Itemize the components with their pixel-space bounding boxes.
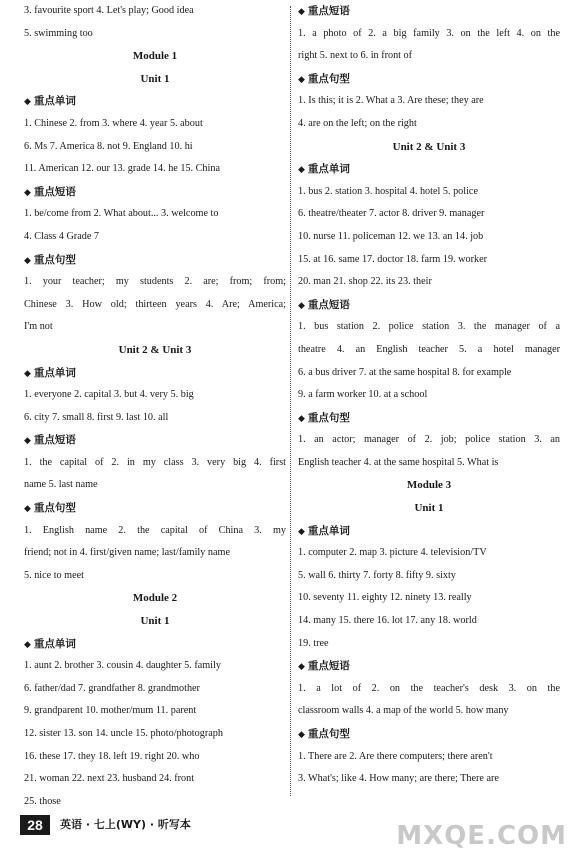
answer-line: 1. Is this; it is 2. What a 3. Are these; they are	[298, 95, 484, 107]
diamond-bullet-icon: ◆	[298, 299, 305, 310]
heading-label: 重点句型	[307, 72, 350, 85]
section-heading	[24, 362, 286, 385]
heading-label: 重点单词	[33, 366, 76, 379]
heading-label: 重点单词	[33, 637, 76, 650]
answer-line: 10. nurse 11. policeman 12. we 13. an 14. job	[298, 230, 484, 242]
heading-label: 重点句型	[33, 253, 76, 266]
diamond-bullet-icon: ◆	[24, 254, 31, 265]
section-heading	[298, 0, 560, 23]
answer-line: 1. everyone 2. capital 3. but 4. very 5. big	[24, 389, 194, 401]
answer-line: 25. those	[24, 795, 61, 807]
answer-line: 19. tree	[298, 637, 329, 649]
answer-line: I'm not	[24, 321, 53, 333]
section-heading	[24, 633, 286, 656]
diamond-bullet-icon: ◆	[24, 367, 31, 378]
left-column	[24, 0, 286, 813]
heading-label: 重点句型	[307, 411, 350, 424]
answer-line: 6. city 7. small 8. first 9. last 10. all	[24, 411, 169, 423]
diamond-bullet-icon: ◆	[24, 435, 31, 446]
answer-line: 12. sister 13. son 14. uncle 15. photo/photograph	[24, 728, 223, 739]
answer-line: Chinese 3. How old; thirteen years 4. Are; America;	[24, 298, 286, 310]
answer-line: 11. American 12. our 13. grade 14. he 15. China	[24, 163, 220, 175]
answer-line: 1. bus 2. station 3. hospital 4. hotel 5. police	[298, 185, 478, 197]
page-footer	[0, 803, 575, 851]
answer-line: 4. Class 4 Grade 7	[24, 230, 99, 242]
answer-line: 10. seventy 11. eighty 12. ninety 13. really	[298, 592, 472, 604]
section-heading	[298, 655, 560, 678]
heading-label: 重点短语	[33, 185, 76, 198]
section-heading	[24, 90, 286, 113]
diamond-bullet-icon: ◆	[298, 729, 305, 739]
answer-line: 14. many 15. there 16. lot 17. any 18. world	[298, 615, 477, 627]
heading-label: 重点句型	[307, 728, 350, 740]
section-title: Unit 1	[414, 502, 444, 515]
section-title: Unit 1	[140, 72, 170, 85]
diamond-bullet-icon: ◆	[298, 73, 305, 84]
answer-line: 21. woman 22. next 23. husband 24. front	[24, 773, 195, 785]
section-title: Module 1	[132, 50, 178, 63]
answer-line: 1. aunt 2. brother 3. cousin 4. daughter 5. family	[24, 660, 221, 672]
diamond-bullet-icon: ◆	[298, 6, 305, 16]
section-heading	[24, 249, 286, 272]
answer-line: 6. Ms 7. America 8. not 9. England 10. hi	[24, 140, 193, 152]
answer-line: 9. grandparent 10. mother/mum 11. parent	[24, 705, 197, 717]
answer-line: 5. nice to meet	[24, 569, 84, 581]
answer-line: 9. a farm worker 10. at a school	[298, 389, 428, 401]
column-divider	[290, 6, 291, 796]
book-title: 英语 · 七上(WY) · 听写本	[60, 818, 191, 831]
answer-line: 5. wall 6. thirty 7. forty 8. fifty 9. sixty	[298, 569, 456, 581]
answer-line: English teacher 4. at the same hospital 5. What is	[298, 456, 499, 468]
answer-line: 3. What's; like 4. How many; are there; There are	[298, 773, 499, 785]
answer-line: 4. are on the left; on the right	[298, 117, 417, 129]
section-heading	[298, 158, 560, 181]
heading-label: 重点短语	[33, 434, 76, 447]
section-heading	[298, 723, 560, 746]
heading-label: 重点短语	[307, 5, 350, 17]
answer-line: 1. be/come from 2. What about... 3. welcome to	[24, 208, 219, 220]
diamond-bullet-icon: ◆	[24, 638, 31, 649]
answer-line: 1. an actor; manager of 2. job; police station 3. an	[298, 434, 560, 446]
answer-line: 6. theatre/theater 7. actor 8. driver 9. manager	[298, 208, 485, 220]
answer-line: 1. a photo of 2. a big family 3. on the left 4. on the	[298, 27, 560, 39]
answer-line: 16. these 17. they 18. left 19. right 20. who	[24, 750, 200, 762]
heading-label: 重点短语	[307, 298, 350, 311]
answer-line: 20. man 21. shop 22. its 23. their	[298, 276, 432, 288]
section-heading	[298, 520, 560, 543]
answer-line: 1. your teacher; my students 2. are; from; from;	[24, 276, 286, 288]
answer-line: 1. the capital of 2. in my class 3. very big 4. first	[24, 456, 286, 468]
answer-line: classroom walls 4. a map of the world 5. how many	[298, 705, 509, 717]
answer-line: 1. a lot of 2. on the teacher's desk 3. on the	[298, 682, 560, 694]
heading-label: 重点单词	[307, 524, 350, 537]
answer-line: 1. There are 2. Are there computers; there aren't	[298, 750, 493, 762]
section-title: Unit 2 & Unit 3	[392, 140, 466, 153]
section-title: Module 3	[406, 479, 452, 492]
answer-line: 1. computer 2. map 3. picture 4. television/TV	[298, 547, 487, 559]
section-heading	[298, 407, 560, 430]
diamond-bullet-icon: ◆	[298, 164, 305, 175]
diamond-bullet-icon: ◆	[298, 525, 305, 536]
answer-line: 3. favourite sport 4. Let's play; Good idea	[24, 5, 194, 16]
section-title: Unit 1	[140, 615, 170, 628]
answer-line: 15. at 16. same 17. doctor 18. farm 19. worker	[298, 253, 487, 265]
right-column	[298, 0, 560, 791]
answer-line: 1. English name 2. the capital of China 3. my	[24, 524, 286, 536]
section-title: Module 2	[132, 592, 178, 605]
section-heading	[24, 429, 286, 452]
diamond-bullet-icon: ◆	[24, 503, 31, 514]
answer-line: 1. Chinese 2. from 3. where 4. year 5. about	[24, 117, 203, 129]
section-title: Unit 2 & Unit 3	[118, 343, 192, 356]
section-heading	[298, 68, 560, 91]
answer-line: 6. a bus driver 7. at the same hospital 8. for example	[298, 366, 512, 378]
heading-label: 重点单词	[33, 95, 76, 108]
page-number: 28	[20, 815, 50, 835]
diamond-bullet-icon: ◆	[24, 96, 31, 107]
answer-line: friend; not in 4. first/given name; last/family name	[24, 547, 230, 559]
answer-line: 6. father/dad 7. grandfather 8. grandmother	[24, 682, 200, 694]
section-heading	[298, 294, 560, 317]
heading-label: 重点单词	[307, 163, 350, 176]
answer-line: 5. swimming too	[24, 27, 93, 39]
answer-line: name 5. last name	[24, 479, 98, 491]
answer-line: right 5. next to 6. in front of	[298, 50, 413, 62]
answer-line: theatre 4. an English teacher 5. a hotel manager	[298, 343, 560, 355]
section-heading	[24, 181, 286, 204]
heading-label: 重点句型	[33, 502, 76, 515]
section-heading	[24, 497, 286, 520]
heading-label: 重点短语	[307, 660, 350, 673]
diamond-bullet-icon: ◆	[24, 186, 31, 197]
diamond-bullet-icon: ◆	[298, 412, 305, 423]
answer-line: 1. bus station 2. police station 3. the manager of a	[298, 321, 560, 333]
watermark-logo: MXQE.COM	[396, 821, 567, 851]
diamond-bullet-icon: ◆	[298, 661, 305, 672]
